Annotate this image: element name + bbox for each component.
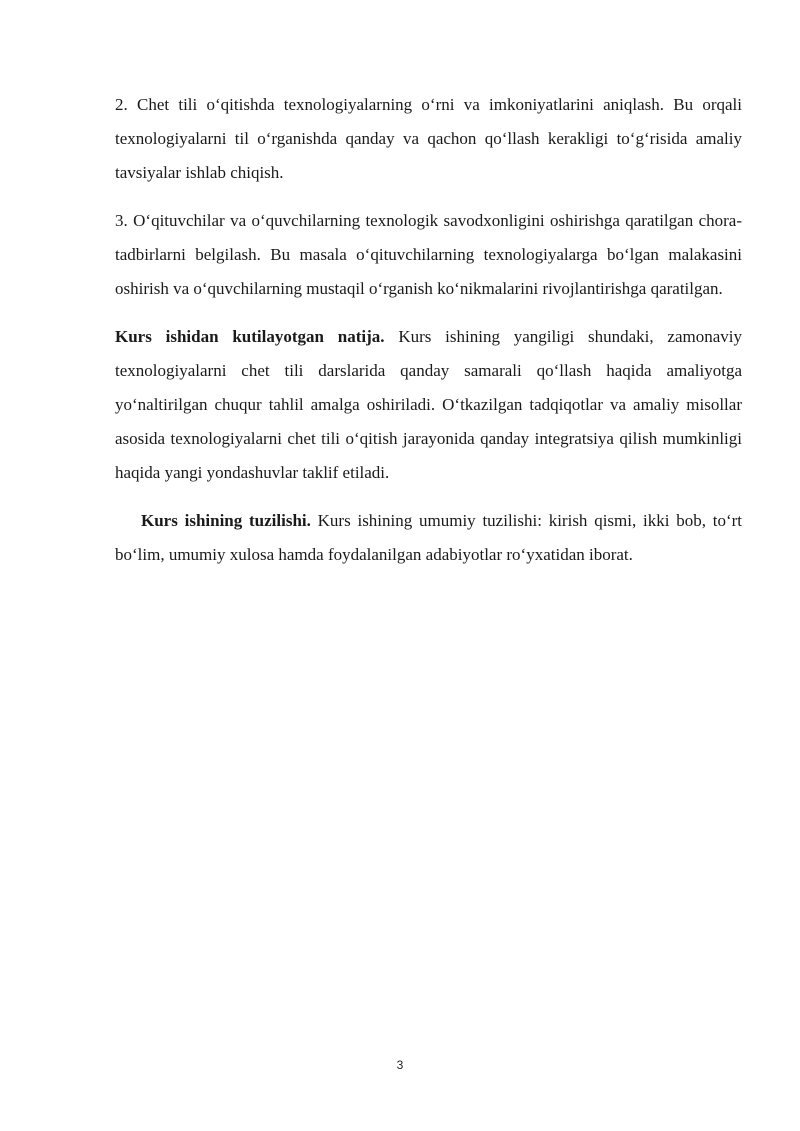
paragraph-text: Kurs ishining yangiligi shundaki, zamonaviy texnologiyalarni chet tili darslarida qanday samarali qo‘llash haqida amaliyotga yo‘naltirilgan chuqur tahlil amalga oshiriladi. O‘tkazilgan tadqiqotlar va amaliy misollar asosida texnologiyalarni chet tili o‘qitish jarayonida qanday integratsiya qilish mumkinligi haqida yangi yondashuvlar taklif etiladi. bbox=[115, 327, 742, 482]
paragraph-objective-2 bbox=[115, 88, 742, 190]
paragraph-lead-heading: Kurs ishining tuzilishi. bbox=[141, 511, 311, 530]
page-body bbox=[115, 88, 742, 586]
paragraph-lead-heading: Kurs ishidan kutilayotgan natija. bbox=[115, 327, 385, 346]
paragraph-text: 3. O‘qituvchilar va o‘quvchilarning texnologik savodxonligini oshirishga qaratilgan chora-tadbirlarni belgilash. Bu masala o‘qituvchilarning texnologiyalarga bo‘lgan malakasini oshirish va o‘quvchilarning mustaqil o‘rganish ko‘nikmalarini rivojlantirishga qaratilgan. bbox=[115, 211, 742, 298]
paragraph-text: 2. Chet tili o‘qitishda texnologiyalarning o‘rni va imkoniyatlarini aniqlash. Bu orqali texnologiyalarni til o‘rganishda qanday va qachon qo‘llash kerakligi to‘g‘risida amaliy tavsiyalar ishlab chiqish. bbox=[115, 95, 742, 182]
paragraph-text: Kurs ishining umumiy tuzilishi: kirish qismi, ikki bob, to‘rt bo‘lim, umumiy xulosa hamda foydalanilgan adabiyotlar ro‘yxatidan iborat. bbox=[115, 511, 742, 564]
page-number: 3 bbox=[396, 1058, 404, 1072]
paragraph-expected-result bbox=[115, 320, 742, 490]
paragraph-structure bbox=[115, 504, 742, 572]
paragraph-objective-3 bbox=[115, 204, 742, 306]
